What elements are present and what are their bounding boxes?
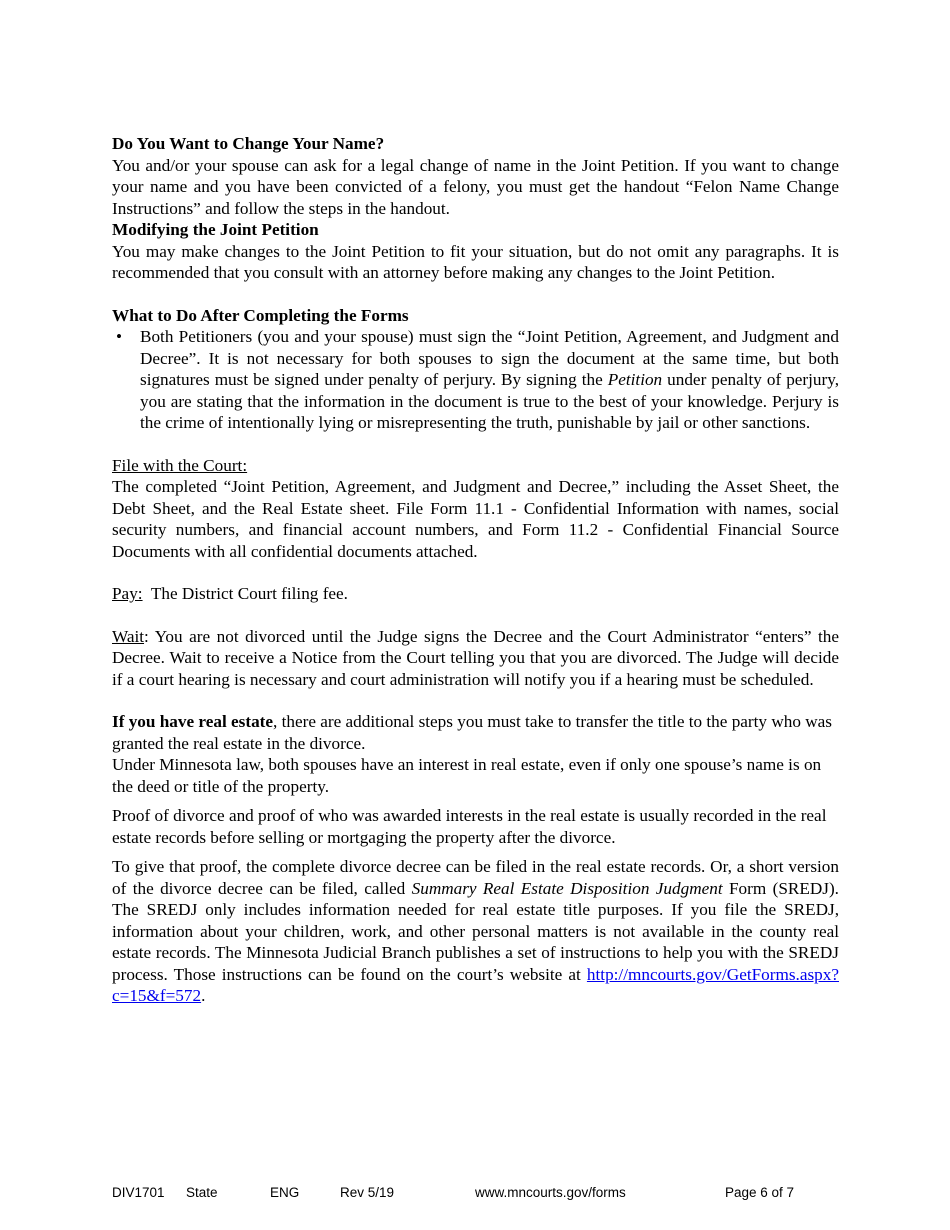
paragraph-sredj	[112, 856, 839, 1007]
heading-modifying-petition: Modifying the Joint Petition	[112, 220, 319, 239]
sredj-text-part2: Form (SREDJ). The SREDJ only includes information needed for real estate title purposes. If you file the SREDJ, information about your children, work, and other personal matters is not available in the county real estate records. The Minnesota Judicial Branch publishes a set of instructions to help you with the SREDJ process. Those instructions can be found on the court’s website at	[112, 878, 839, 984]
paragraph-mn-law: Under Minnesota law, both spouses have an interest in real estate, even if only one spouse’s name is on the deed or title of the property.	[112, 755, 822, 796]
heading-change-name: Do You Want to Change Your Name?	[112, 134, 385, 153]
footer-jurisdiction: State	[186, 1185, 218, 1200]
footer-website: www.mncourts.gov/forms	[475, 1185, 626, 1200]
pay-text: The District Court filing fee.	[142, 584, 348, 603]
paragraph-pay	[112, 583, 839, 605]
paragraph-change-name: You and/or your spouse can ask for a legal change of name in the Joint Petition. If you want to change your name and you have been convicted of a felony, you must get the handout “Felon Name Change Instructions” and follow the steps in the handout.	[112, 155, 839, 218]
heading-after-forms: What to Do After Completing the Forms	[112, 305, 409, 325]
list-item	[112, 326, 839, 434]
footer-revision: Rev 5/19	[340, 1185, 395, 1200]
sredj-italic: Summary Real Estate Disposition Judgment	[411, 878, 723, 898]
footer-page-number: Page 6 of 7	[725, 1185, 795, 1200]
after-forms-list	[112, 326, 839, 434]
footer-form-id: DIV1701	[112, 1185, 165, 1200]
footer-language: ENG	[270, 1185, 300, 1200]
sredj-text-part1: To give that proof, the complete divorce decree can be filed in the real estate records. Or, a short version of the divorce decree can be filed, called	[112, 857, 839, 898]
real-estate-text: , there are additional steps you must take to transfer the title to the party who was granted the real estate in the divorce.	[112, 712, 832, 753]
bullet-text-part2: under penalty of perjury, you are stating that the information in the document is true to the best of your knowledge. Perjury is the crime of intentionally lying or misrepresenting the truth, punishable by jail or other sanctions.	[140, 370, 840, 432]
bullet-text-italic: Petition	[607, 370, 663, 389]
paragraph-proof: Proof of divorce and proof of who was awarded interests in the real estate is usually recorded in the real estate records before selling or mortgaging the property after the divorce.	[112, 806, 827, 847]
file-label: File with the Court:	[112, 455, 248, 475]
pay-label: Pay:	[112, 584, 143, 603]
paragraph-real-estate	[112, 711, 839, 754]
file-label-line	[112, 455, 839, 477]
real-estate-bold: If you have real estate	[112, 712, 274, 731]
wait-text: : You are not divorced until the Judge signs the Decree and the Court Administrator “enters” the Decree. Wait to receive a Notice from the Court telling you that you are divorced. The Judge will decide if a court hearing is necessary and court administration will notify you if a hearing must be scheduled.	[112, 626, 839, 689]
sredj-instructions-link[interactable]: http://mncourts.gov/GetForms.aspx?c=15&f=572	[112, 964, 839, 1005]
paragraph-wait	[112, 626, 839, 691]
sredj-text-end: .	[201, 986, 206, 1005]
paragraph-modifying-petition: You may make changes to the Joint Petition to fit your situation, but do not omit any paragraphs. It is recommended that you consult with an attorney before making any changes to the Joint Petition.	[112, 241, 839, 282]
paragraph-file: The completed “Joint Petition, Agreement, and Judgment and Decree,” including the Asset Sheet, the Debt Sheet, and the Real Estate sheet. File Form 11.1 - Confidential Information with names, social security numbers, and financial account numbers, and Form 11.2 - Confidential Financial Source Documents with all confidential documents attached.	[112, 477, 839, 561]
bullet-text-part1: Both Petitioners (you and your spouse) must sign the “Joint Petition, Agreement, and Judgment and Decree”. It is not necessary for both spouses to sign the document at the same time, but both signatures must be signed under penalty of perjury. By signing the	[140, 327, 839, 389]
wait-label: Wait	[112, 626, 145, 646]
document-body	[112, 133, 839, 1007]
bullet-icon: •	[115, 327, 123, 346]
